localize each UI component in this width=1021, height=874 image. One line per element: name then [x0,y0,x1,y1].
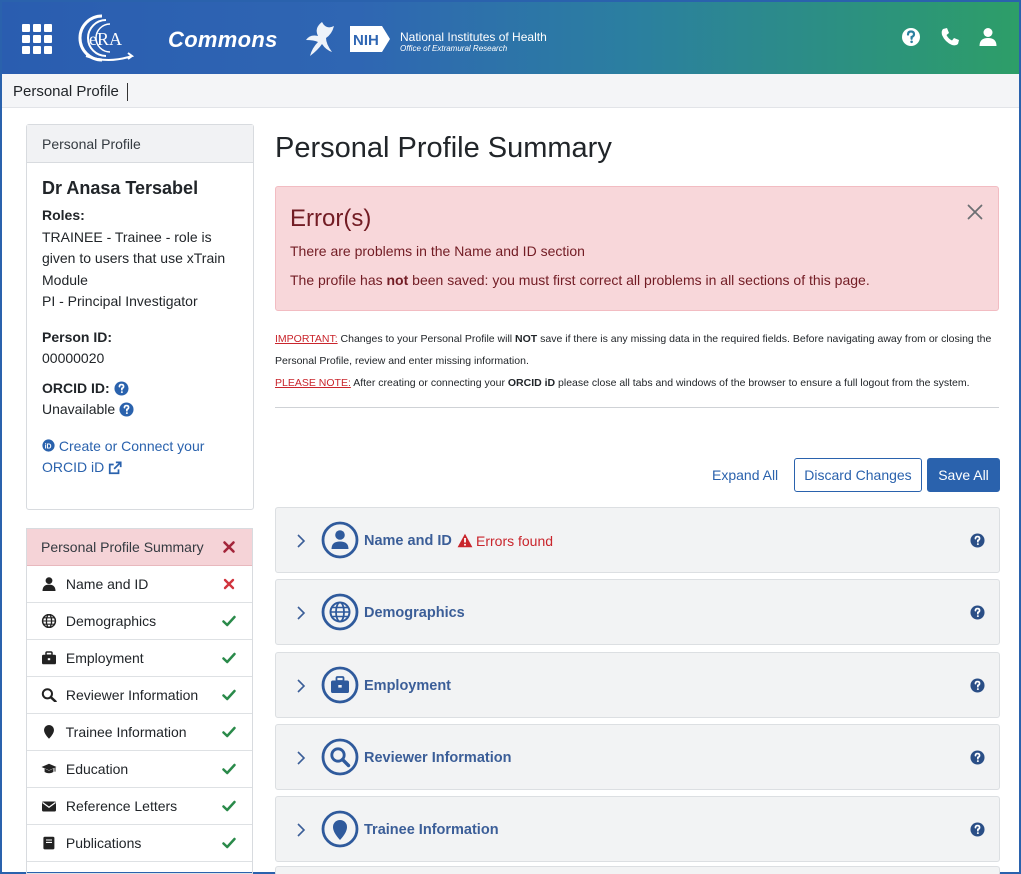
accordion-title: Name and ID [364,533,452,549]
sidenav-item-name-and-id[interactable]: Name and ID [27,566,252,603]
nih-logo [350,26,390,52]
sidenav-item-reference-letters[interactable]: Reference Letters [27,788,252,825]
please-note-notice: PLEASE NOTE: After creating or connecting your ORCID iD please close all tabs and windows of the browser to ensure a full logout from the system. [275,377,970,389]
globe-icon [321,593,359,631]
accordion-title: Demographics [364,605,465,621]
phone-icon[interactable] [939,26,961,48]
sidenav-item-employment[interactable]: Employment [27,640,252,677]
accordion-trainee-information[interactable] [275,796,1000,862]
breadcrumb-bar [2,74,1019,108]
globe-icon [41,614,57,628]
accordion-demographics[interactable] [275,579,1000,645]
close-icon[interactable] [966,203,984,221]
check-icon [222,799,236,813]
error-message-not-saved: The profile has not been saved: you must first correct all problems in all sections of this page. [290,272,870,288]
check-icon [222,725,236,739]
check-icon [222,836,236,850]
app-name: Commons [168,27,278,52]
help-icon[interactable] [970,533,985,548]
help-icon[interactable] [114,381,129,396]
svg-text:eRA: eRA [89,29,122,49]
user-icon [41,577,57,591]
accordion-title: Reviewer Information [364,750,512,766]
help-icon[interactable] [970,822,985,837]
help-icon[interactable] [970,678,985,693]
sidenav-item-summary[interactable]: Personal Profile Summary [27,529,252,566]
envelope-icon [41,799,57,813]
orcid-icon [42,439,55,452]
role-trainee: TRAINEE - Trainee - role is given to users that use xTrain Module [42,228,226,288]
person-id-value: 00000020 [42,350,105,366]
warning-icon [457,533,473,548]
graduation-cap-icon [41,762,57,776]
sidenav-item-reviewer-information[interactable]: Reviewer Information [27,677,252,714]
accordion-name-and-id[interactable] [275,507,1000,573]
top-header [2,2,1019,74]
important-notice: IMPORTANT: Changes to your Personal Profile will NOT save if there is any missing data in the required fields. Before navigating away from or closing the Personal Profile, review and enter missing information. [275,333,992,367]
orcid-connect-link[interactable]: Create or Connect your ORCID iD [42,437,205,475]
accordion-partial[interactable] [275,866,1000,874]
sidenav-item-education[interactable]: Education [27,751,252,788]
chevron-right-icon [296,822,306,838]
accordion-reviewer-information[interactable] [275,724,1000,790]
accordion-title: Trainee Information [364,822,499,838]
chevron-right-icon [296,605,306,621]
sidenav-item-trainee-information[interactable]: Trainee Information [27,714,252,751]
chevron-right-icon [296,750,306,766]
person-id-label: Person ID: [42,328,113,345]
orcid-connect-row [42,436,217,479]
profile-card [26,124,254,510]
help-icon[interactable] [970,605,985,620]
check-icon [222,688,236,702]
roles-label: Roles: [42,207,85,223]
chevron-right-icon [296,678,306,694]
error-alert [275,186,999,311]
help-icon[interactable] [970,750,985,765]
user-icon [321,521,359,559]
accordion-employment[interactable] [275,652,1000,718]
role-pi: PI - Principal Investigator [42,293,198,309]
sidenav-item-demographics[interactable]: Demographics [27,603,252,640]
sidenav-item-partial[interactable] [27,862,252,874]
error-message-section: There are problems in the Name and ID section [290,243,585,259]
external-link-icon [108,461,122,475]
error-x-icon [222,577,236,591]
nih-name: National Institutes of Health Office of Extramural Research [400,30,547,53]
check-icon [222,614,236,628]
orcid-value-row [42,399,238,421]
discard-changes-button[interactable]: Discard Changes [794,458,922,492]
accordion-title: Employment [364,678,452,694]
book-icon [41,836,57,850]
briefcase-icon [321,666,359,704]
era-logo[interactable] [72,12,136,64]
user-icon[interactable] [977,26,999,48]
orcid-value: Unavailable [42,401,116,417]
errors-found-badge: Errors found [457,533,553,549]
search-icon [321,738,359,776]
error-x-icon [222,540,236,554]
sidenav-item-publications[interactable]: Publications [27,825,252,862]
hhs-eagle-logo [304,20,336,58]
section-nav [26,528,253,874]
svg-text:iD: iD [44,442,52,450]
svg-text:NIH: NIH [353,32,379,49]
expand-all-link[interactable]: Expand All [712,467,779,483]
check-icon [222,651,236,665]
help-icon[interactable] [900,26,922,48]
error-title: Error(s) [290,205,372,232]
map-pin-icon [321,810,359,848]
briefcase-icon [41,651,57,665]
apps-grid-icon[interactable] [22,24,54,54]
search-icon [41,688,57,702]
check-icon [222,762,236,776]
divider [275,407,999,408]
map-pin-icon [41,725,57,739]
chevron-right-icon [296,533,306,549]
profile-card-heading: Personal Profile [27,125,253,163]
person-name: Dr Anasa Tersabel [42,178,199,198]
save-all-button[interactable]: Save All [927,458,1000,492]
notice-text [275,328,1001,394]
breadcrumb[interactable]: Personal Profile [13,83,128,101]
orcid-label: ORCID ID: [42,379,110,396]
page-title: Personal Profile Summary [275,132,612,164]
help-icon[interactable] [119,402,134,417]
orcid-label-row [42,378,238,400]
